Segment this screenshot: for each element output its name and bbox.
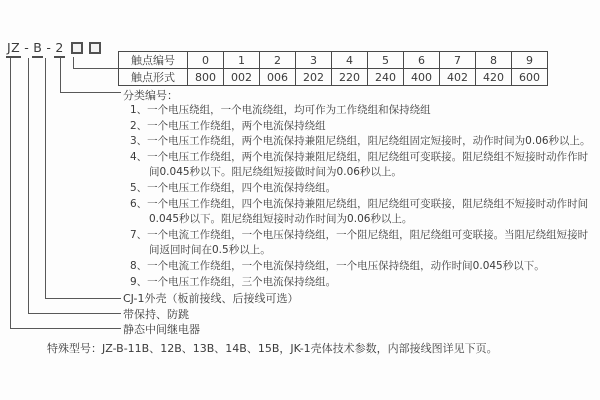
contact-form-cell: 240 [368, 69, 404, 86]
contact-form-cell: 220 [332, 69, 368, 86]
special-models-note: 特殊型号：JZ-B-11B、12B、13B、14B、15B，JK-1壳体技术参数，内部接线图详见下页。 [47, 342, 498, 355]
label-relay: 静态中间继电器 [123, 323, 200, 336]
model-part-jz: JZ [6, 41, 21, 58]
model-code [6, 41, 101, 58]
table-row-contact-form [119, 69, 548, 86]
contact-form-cell: 400 [404, 69, 440, 86]
contact-number-cell: 0 [188, 52, 224, 69]
leader-line-case [45, 58, 121, 299]
leader-line-contact-table [73, 57, 119, 69]
contact-number-cell: 6 [404, 52, 440, 69]
model-separator: - [46, 40, 52, 55]
model-part-b: B [32, 41, 43, 58]
classification-title: 分类编号： [123, 89, 178, 102]
contact-table [118, 51, 548, 86]
contact-form-cell: 800 [188, 69, 224, 86]
label-hold: 带保持、防跳 [123, 308, 189, 321]
contact-number-cell: 2 [260, 52, 296, 69]
classification-line-7: 7、一个电流工作绕组，一个电压保持绕组，一个阻尼绕组，阻尼绕组可变联接。当阻尼绕组短接时 [130, 228, 589, 241]
contact-form-cell: 420 [476, 69, 512, 86]
row-header-contact-form: 触点形式 [119, 69, 188, 86]
contact-form-cell: 002 [224, 69, 260, 86]
placeholder-box-icon [71, 42, 83, 54]
contact-form-cell: 202 [296, 69, 332, 86]
contact-form-cell: 600 [512, 69, 548, 86]
classification-line-2: 2、一个电压工作绕组，两个电流保持绕组 [130, 119, 326, 132]
classification-line-4-cont: 间0.045秒以下。阻尼绕组短接做时间为0.06秒以上。 [149, 166, 402, 179]
contact-number-cell: 9 [512, 52, 548, 69]
contact-number-cell: 7 [440, 52, 476, 69]
classification-line-6-cont: 0.045秒以下。阻尼绕组短接时动作时间为0.06秒以上。 [149, 213, 413, 226]
table-row-contact-number [119, 52, 548, 69]
contact-number-cell: 1 [224, 52, 260, 69]
contact-number-cell: 8 [476, 52, 512, 69]
classification-line-6: 6、一个电压工作绕组，四个电流保持兼阻尼绕组，阻尼绕组可变联接，阻尼绕组不短接时动作时间 [130, 197, 589, 210]
classification-line-9: 9、一个电压工作绕组，三个电流保持绕组。 [130, 275, 337, 288]
model-part-2: 2 [54, 41, 64, 58]
label-case: CJ-1外壳（板前接线、后接线可选） [123, 292, 299, 305]
contact-number-cell: 3 [296, 52, 332, 69]
classification-line-4: 4、一个电压工作绕组，两个电流保持兼阻尼绕组，阻尼绕组可变联接。阻尼绕组不短接时动作作时 [130, 150, 589, 163]
classification-list [130, 103, 591, 290]
classification-line-1: 1、一个电压绕组，一个电流绕组，均可作为工作绕组和保持绕组 [130, 104, 431, 116]
classification-line-8: 8、一个电流工作绕组，一个电流保持绕组，一个电压保持绕组，动作时间0.045秒以下。 [130, 259, 545, 272]
classification-line-5: 5、一个电压工作绕组，四个电流保持绕组。 [130, 181, 337, 194]
classification-line-3: 3、一个电压工作绕组，两个电流保持兼阻尼绕组，阻尼绕组固定短接时，动作时间为0.06秒以上。 [130, 135, 591, 148]
row-header-contact-number: 触点编号 [119, 52, 188, 69]
placeholder-box-icon [89, 42, 101, 54]
classification-line-7-cont: 间返回时间在0.5秒以上。 [149, 244, 271, 257]
contact-form-cell: 402 [440, 69, 476, 86]
contact-form-cell: 006 [260, 69, 296, 86]
contact-number-cell: 4 [332, 52, 368, 69]
contact-number-cell: 5 [368, 52, 404, 69]
model-separator: - [24, 40, 30, 55]
